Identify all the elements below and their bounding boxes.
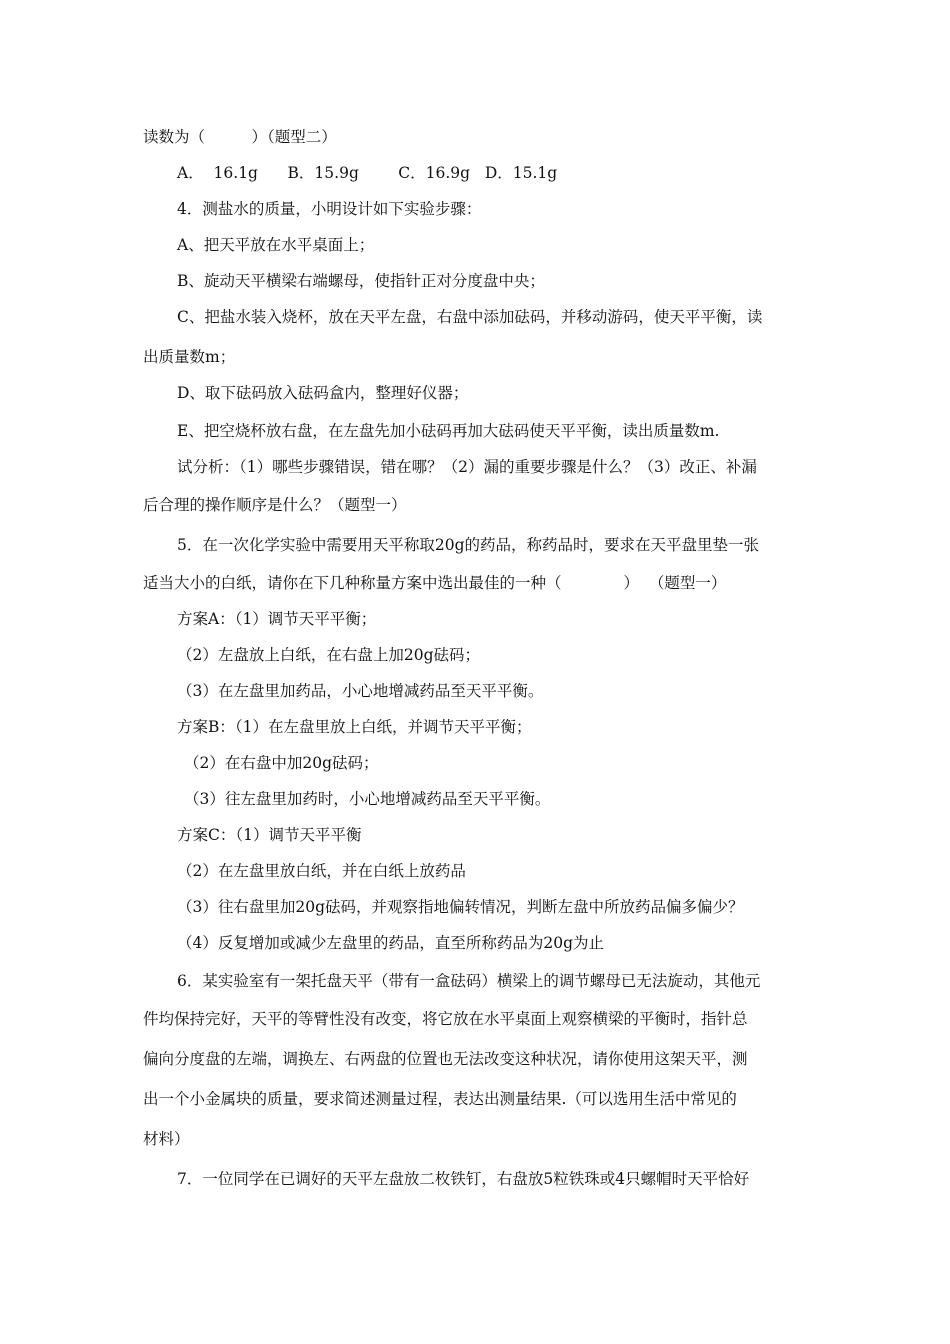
text-line: 读数为（ ）（题型二）: [143, 128, 337, 146]
text-line: A、把天平放在水平桌面上；: [177, 236, 375, 254]
text-line: 后合理的操作顺序是什么？（题型一）: [143, 496, 407, 514]
text-line: 材料）: [143, 1130, 190, 1148]
text-line: 试分析：（1）哪些步骤错误，错在哪？（2）漏的重要步骤是什么？（3）改正、补漏: [177, 458, 757, 476]
text-line: （2）左盘放上白纸，在右盘上加20g砝码；: [177, 646, 481, 664]
text-line: （2）在右盘中加20g砝码；: [184, 754, 379, 772]
text-line: （4）反复增加或减少左盘里的药品，直至所称药品为20g为止: [177, 934, 605, 952]
text-line: E、把空烧杯放右盘，在左盘先加小砝码再加大砝码使天平平衡，读出质量数m.: [177, 422, 720, 440]
text-line: B、旋动天平横梁右端螺母，使指针正对分度盘中央；: [177, 272, 545, 290]
text-line: C、把盐水装入烧杯，放在天平左盘，右盘中添加砝码，并移动游码，使天平平衡，读: [177, 308, 763, 326]
text-line: （3）在左盘里加药品，小心地增减药品至天平平衡。: [177, 682, 544, 700]
text-line: （3）往右盘里加20g砝码，并观察指地偏转情况，判断左盘中所放药品偏多偏少？: [177, 898, 744, 916]
text-line: 4．测盐水的质量，小明设计如下实验步骤：: [177, 200, 482, 218]
text-line: （2）在左盘里放白纸，并在白纸上放药品: [177, 862, 466, 880]
text-line: 方案C：（1）调节天平平衡: [177, 826, 362, 844]
text-line: 偏向分度盘的左端，调换左、右两盘的位置也无法改变这种状况，请你使用这架天平，测: [143, 1050, 748, 1068]
text-line: 方案B：（1）在左盘里放上白纸，并调节天平平衡；: [177, 718, 532, 736]
text-line: 出一个小金属块的质量，要求简述测量过程，表达出测量结果.（可以选用生活中常见的: [143, 1090, 737, 1108]
text-line: 出质量数m；: [143, 348, 236, 366]
text-line: 方案A：（1）调节天平平衡；: [177, 610, 377, 628]
text-line: 7．一位同学在已调好的天平左盘放二枚铁钉，右盘放5粒铁珠或4只螺帽时天平恰好: [177, 1170, 750, 1188]
text-line: 5．在一次化学实验中需要用天平称取20g的药品，称药品时，要求在天平盘里垫一张: [177, 536, 760, 554]
text-line: 6．某实验室有一架托盘天平（带有一盒砝码）横梁上的调节螺母已无法旋动，其他元: [177, 972, 761, 990]
text-line: D、取下砝码放入砝码盒内，整理好仪器；: [177, 384, 469, 402]
text-line: （3）往左盘里加药时，小心地增减药品至天平平衡。: [184, 790, 551, 808]
text-line: A． 16.1g B．15.9g C．16.9g D．15.1g: [177, 164, 558, 182]
text-line: 件均保持完好，天平的等臂性没有改变，将它放在水平桌面上观察横梁的平衡时，指针总: [143, 1010, 748, 1028]
text-line: 适当大小的白纸，请你在下几种称量方案中选出最佳的一种（ ） （题型一）: [143, 574, 727, 592]
